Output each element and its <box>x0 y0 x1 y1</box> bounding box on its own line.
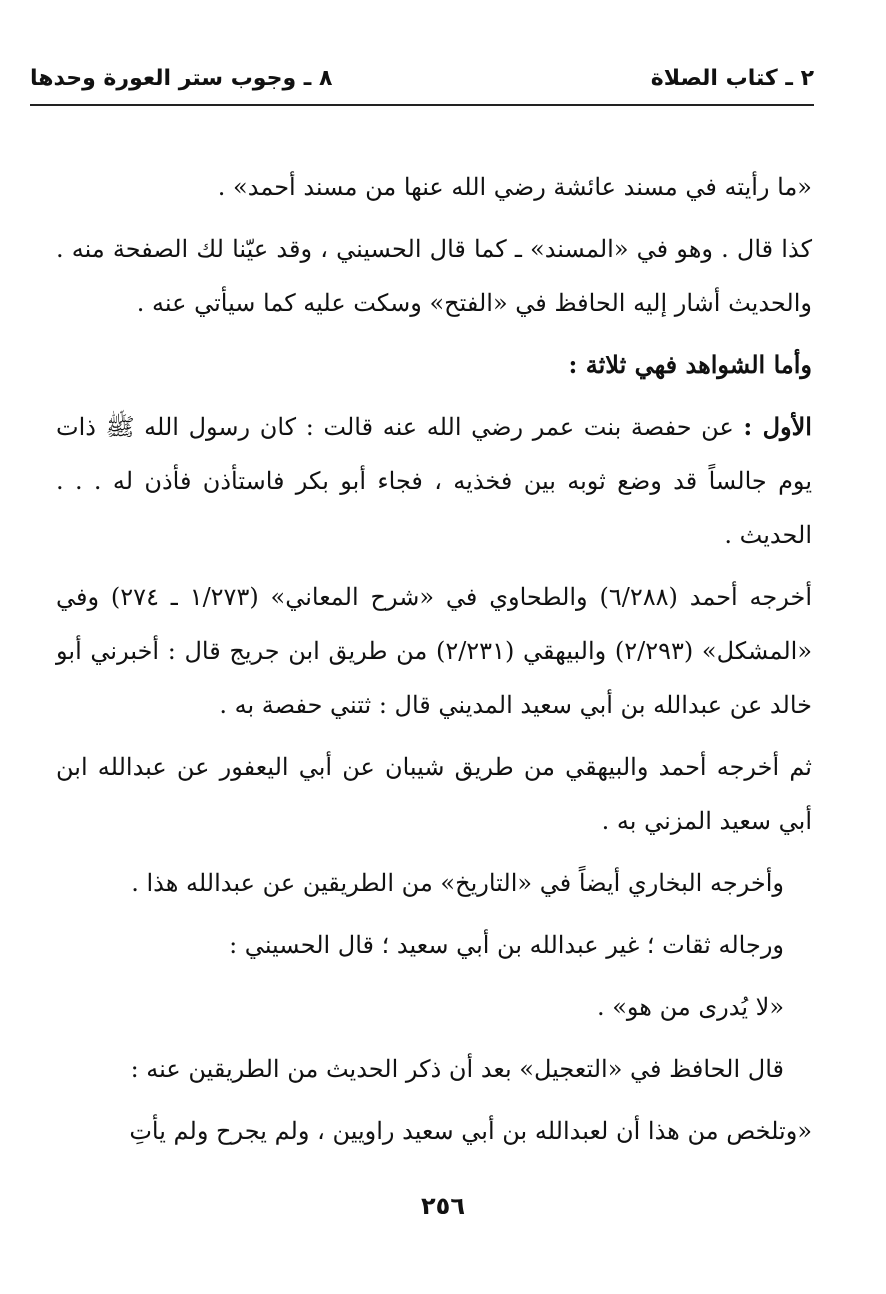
header-divider <box>30 104 814 106</box>
section-title: ٨ ـ وجوب ستر العورة وحدها <box>30 66 333 91</box>
paragraph-hafiz: قال الحافظ في «التعجيل» بعد أن ذكر الحديث من الطريقين عنه : <box>130 1055 784 1083</box>
shawahid-heading: وأما الشواهد فهي ثلاثة : <box>568 350 812 379</box>
paragraph-takhrij-shayban: ثم أخرجه أحمد والبيهقي من طريق شيبان عن أبي اليعفور عن عبدالله ابن أبي سعيد المزني به . <box>56 753 812 835</box>
paragraph-quote-tajil: «وتلخص من هذا أن لعبدالله بن أبي سعيد راويين ، ولم يجرح ولم يأتِ <box>129 1117 812 1145</box>
paragraph-quote-husayni: «لا يُدرى من هو» . <box>596 993 784 1021</box>
first-shahid-text: عن حفصة بنت عمر رضي الله عنه قالت : كان رسول الله ﷺ ذات يوم جالساً قد وضع ثوبه بين فخذيه ، فجاء أبو بكر فاستأذن فأذن له . . . الحديث . <box>56 413 812 549</box>
main-text <box>56 160 812 1166</box>
paragraph-first-shahid <box>56 400 812 562</box>
paragraph-bukhari: وأخرجه البخاري أيضاً في «التاريخ» من الطريقين عن عبدالله هذا . <box>131 869 784 897</box>
first-label: الأول : <box>743 412 812 441</box>
paragraph-rijal: ورجاله ثقات ؛ غير عبدالله بن أبي سعيد ؛ قال الحسيني : <box>229 931 784 959</box>
paragraph-musnad-note: كذا قال . وهو في «المسند» ـ كما قال الحسيني ، وقد عيّنا لك الصفحة منه . والحديث أشار إليه الحافظ في «الفتح» وسكت عليه كما سيأتي عنه . <box>56 235 812 317</box>
paragraph-quote-1: «ما رأيته في مسند عائشة رضي الله عنها من مسند أحمد» . <box>217 173 812 201</box>
page-number: ٢٥٦ <box>421 1192 465 1220</box>
paragraph-takhrij-ahmad: أخرجه أحمد (٦/٢٨٨) والطحاوي في «شرح المعاني» (١/٢٧٣ ـ ٢٧٤) وفي «المشكل» (٢/٢٩٣) والبيهقي (٢/٢٣١) من طريق ابن جريج قال : أخبرني أبو خالد عن عبدالله بن أبي سعيد المديني قال : ثتني حفصة به . <box>56 583 812 719</box>
chapter-title: ٢ ـ كتاب الصلاة <box>650 66 814 91</box>
running-header <box>30 62 814 102</box>
